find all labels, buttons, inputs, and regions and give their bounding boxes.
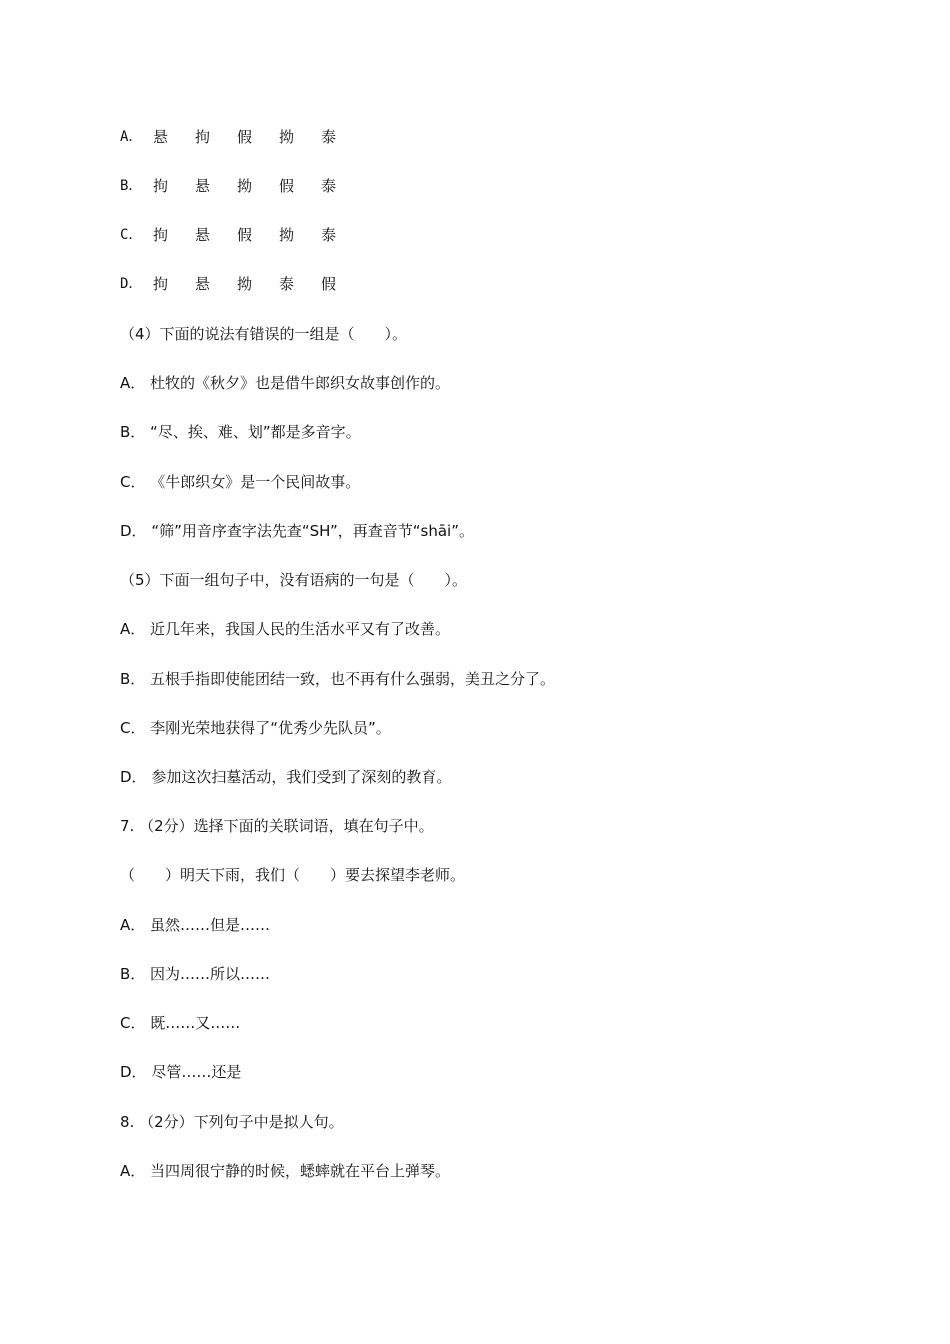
option-char: 拗 — [279, 226, 295, 244]
q6-part3-option-d — [120, 272, 363, 296]
option-char: 拘 — [153, 226, 169, 244]
option-char: 悬 — [195, 275, 211, 293]
q6-part3-option-a — [120, 125, 363, 149]
option-char: 拘 — [153, 177, 169, 195]
q6-part5-option-d: D． 参加这次扫墓活动，我们受到了深刻的教育。 — [120, 768, 452, 786]
option-char: 拘 — [153, 275, 169, 293]
option-letter: D． — [120, 276, 143, 292]
q8-option-a: A． 当四周很宁静的时候，蟋蟀就在平台上弹琴。 — [120, 1162, 451, 1180]
q7-option-d: D． 尽管……还是 — [120, 1063, 242, 1081]
q7-option-c: C． 既……又…… — [120, 1014, 241, 1032]
q7-option-b: B． 因为……所以…… — [120, 965, 271, 983]
option-char: 泰 — [279, 275, 295, 293]
q6-part5-option-a: A． 近几年来，我国人民的生活水平又有了改善。 — [120, 620, 451, 638]
option-char: 拗 — [237, 275, 253, 293]
q7-title: 7. （2分）选择下面的关联词语，填在句子中。 — [120, 817, 434, 835]
q7-option-a: A． 虽然……但是…… — [120, 916, 271, 934]
option-char: 假 — [237, 128, 253, 146]
option-char: 泰 — [321, 226, 337, 244]
option-char: 泰 — [321, 177, 337, 195]
q6-part5-option-c: C． 李刚光荣地获得了“优秀少先队员”。 — [120, 719, 391, 737]
option-char: 拗 — [279, 128, 295, 146]
option-char: 假 — [321, 275, 337, 293]
option-char: 泰 — [321, 128, 337, 146]
option-char: 悬 — [195, 226, 211, 244]
option-char: 悬 — [153, 128, 169, 146]
q7-sentence: （ ）明天下雨，我们（ ）要去探望李老师。 — [120, 866, 466, 884]
q6-part4-option-c: C． 《牛郎织女》是一个民间故事。 — [120, 473, 361, 491]
q6-part4-prompt: （4）下面的说法有错误的一组是（ ）。 — [120, 325, 408, 343]
q6-part4-option-b: B． “尽、挨、难、划”都是多音字。 — [120, 423, 361, 441]
option-letter: A． — [120, 129, 143, 145]
q6-part5-prompt: （5）下面一组句子中，没有语病的一句是（ ）。 — [120, 571, 468, 589]
option-letter: B． — [120, 178, 143, 194]
option-letter: C． — [120, 227, 143, 243]
option-char: 假 — [237, 226, 253, 244]
option-char: 假 — [279, 177, 295, 195]
option-char: 拘 — [195, 128, 211, 146]
q6-part5-option-b: B． 五根手指即使能团结一致，也不再有什么强弱，美丑之分了。 — [120, 670, 556, 688]
option-char: 悬 — [195, 177, 211, 195]
q6-part4-option-a: A． 杜牧的《秋夕》也是借牛郎织女故事创作的。 — [120, 374, 451, 392]
q6-part3-option-c — [120, 223, 363, 247]
option-char: 拗 — [237, 177, 253, 195]
q6-part4-option-d: D． “筛”用音序查字法先查“SH”，再查音节“shāi”。 — [120, 522, 474, 540]
q6-part3-option-b — [120, 174, 363, 198]
q8-title: 8. （2分）下列句子中是拟人句。 — [120, 1113, 344, 1131]
